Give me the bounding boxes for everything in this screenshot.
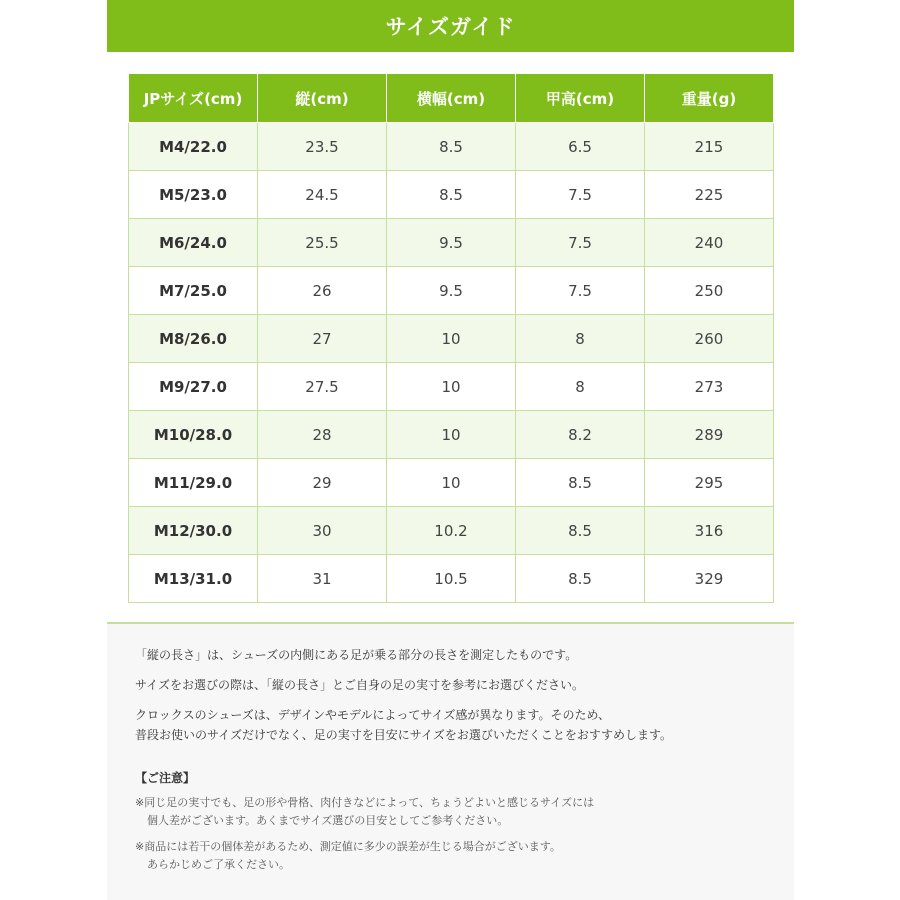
length-cell: 24.5: [258, 171, 387, 219]
instep-cell: 7.5: [516, 267, 645, 315]
table-row: [129, 507, 774, 555]
weight-cell: 295: [645, 459, 774, 507]
table-row: [129, 555, 774, 603]
size-cell: M9/27.0: [129, 363, 258, 411]
length-cell: 23.5: [258, 123, 387, 171]
caution-text: ※同じ足の実寸でも、足の形や骨格、肉付きなどによって、ちょうどよいと感じるサイズには: [135, 796, 595, 809]
notes-panel: [107, 622, 794, 900]
length-cell: 28: [258, 411, 387, 459]
table-row: [129, 267, 774, 315]
table-row: [129, 459, 774, 507]
length-cell: 30: [258, 507, 387, 555]
size-cell: M5/23.0: [129, 171, 258, 219]
width-cell: 10: [387, 363, 516, 411]
width-cell: 10.2: [387, 507, 516, 555]
instep-cell: 7.5: [516, 219, 645, 267]
instep-cell: 8.5: [516, 507, 645, 555]
instep-cell: 8.5: [516, 555, 645, 603]
table-row: [129, 123, 774, 171]
length-cell: 27: [258, 315, 387, 363]
instep-cell: 8: [516, 363, 645, 411]
column-header-weight: 重量(g): [645, 74, 774, 123]
table-row: [129, 219, 774, 267]
table-row: [129, 411, 774, 459]
width-cell: 9.5: [387, 219, 516, 267]
instep-cell: 6.5: [516, 123, 645, 171]
size-table: [128, 73, 774, 603]
caution-heading: 【ご注意】: [135, 771, 196, 785]
column-header-instep-height: 甲高(cm): [516, 74, 645, 123]
weight-cell: 289: [645, 411, 774, 459]
length-cell: 29: [258, 459, 387, 507]
width-cell: 9.5: [387, 267, 516, 315]
weight-cell: 260: [645, 315, 774, 363]
size-cell: M8/26.0: [129, 315, 258, 363]
weight-cell: 240: [645, 219, 774, 267]
column-header-jp-size: JPサイズ(cm): [129, 74, 258, 123]
length-cell: 26: [258, 267, 387, 315]
size-cell: M4/22.0: [129, 123, 258, 171]
note-text: 「縦の長さ」は、シューズの内側にある足が乗る部分の長さを測定したものです。: [135, 648, 578, 662]
size-cell: M12/30.0: [129, 507, 258, 555]
width-cell: 10: [387, 315, 516, 363]
size-cell: M7/25.0: [129, 267, 258, 315]
instep-cell: 8: [516, 315, 645, 363]
column-header-width: 横幅(cm): [387, 74, 516, 123]
note-text: クロックスのシューズは、デザインやモデルによってサイズ感が異なります。そのため、: [135, 708, 610, 722]
size-cell: M6/24.0: [129, 219, 258, 267]
width-cell: 8.5: [387, 171, 516, 219]
note-text: サイズをお選びの際は、「縦の長さ」とご自身の足の実寸を参考にお選びください。: [135, 678, 585, 692]
length-cell: 27.5: [258, 363, 387, 411]
caution-text: ※商品には若干の個体差があるため、測定値に多少の誤差が生じる場合がございます。: [135, 840, 561, 853]
table-row: [129, 171, 774, 219]
note-text: 普段お使いのサイズだけでなく、足の実寸を目安にサイズをお選びいただくことをおすすめします。: [135, 728, 673, 742]
page-header: [107, 0, 794, 52]
width-cell: 10: [387, 459, 516, 507]
size-cell: M11/29.0: [129, 459, 258, 507]
weight-cell: 225: [645, 171, 774, 219]
column-header-length: 縦(cm): [258, 74, 387, 123]
caution-text: 個人差がございます。あくまでサイズ選びの目安としてご参考ください。: [147, 814, 509, 827]
width-cell: 8.5: [387, 123, 516, 171]
weight-cell: 250: [645, 267, 774, 315]
caution-text: あらかじめご了承ください。: [147, 858, 290, 871]
table-row: [129, 363, 774, 411]
size-cell: M13/31.0: [129, 555, 258, 603]
width-cell: 10.5: [387, 555, 516, 603]
instep-cell: 7.5: [516, 171, 645, 219]
length-cell: 25.5: [258, 219, 387, 267]
weight-cell: 316: [645, 507, 774, 555]
instep-cell: 8.5: [516, 459, 645, 507]
length-cell: 31: [258, 555, 387, 603]
table-row: [129, 315, 774, 363]
instep-cell: 8.2: [516, 411, 645, 459]
width-cell: 10: [387, 411, 516, 459]
weight-cell: 215: [645, 123, 774, 171]
weight-cell: 329: [645, 555, 774, 603]
size-cell: M10/28.0: [129, 411, 258, 459]
weight-cell: 273: [645, 363, 774, 411]
page-title: サイズガイド: [385, 15, 516, 39]
table-header-row: [129, 74, 774, 123]
